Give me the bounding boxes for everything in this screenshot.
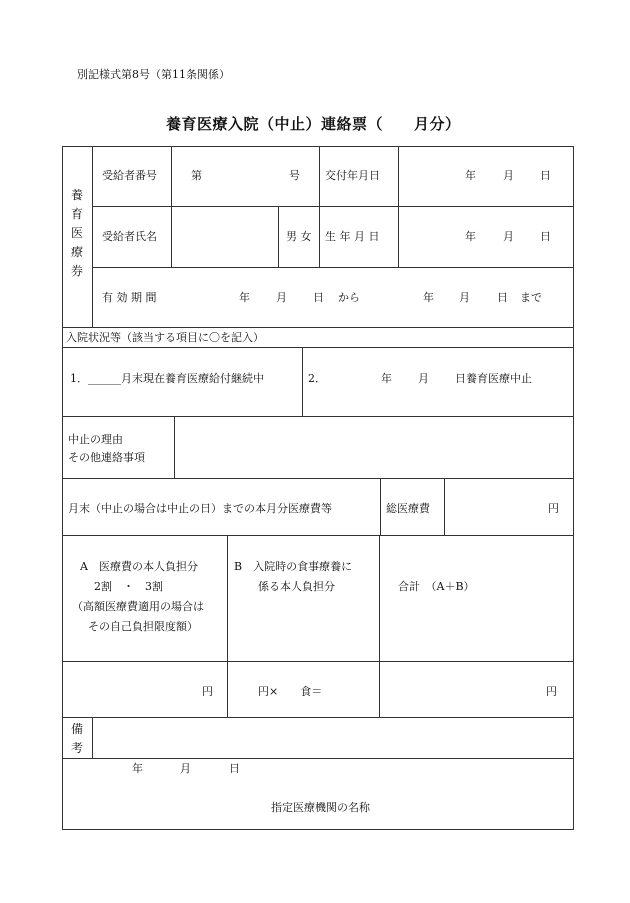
footer-year: 年 [132, 762, 143, 775]
validity-month1: 月 [276, 291, 287, 304]
issue-date-label: 交付年月日 [325, 169, 380, 182]
section-b-subtitle: 係る本人負担分 [258, 580, 335, 593]
recipient-number-prefix: 第 [191, 169, 202, 182]
amount-sum-yen: 円 [546, 685, 557, 698]
amount-a-yen: 円 [202, 685, 213, 698]
section-b-title: B 入院時の食事療養に [234, 560, 353, 573]
total-medical-cost-label: 総医療費 [386, 502, 430, 515]
birth-date-day: 日 [540, 230, 551, 243]
validity-day2: 日 [497, 291, 508, 304]
admission-option-1: 1．______月末現在養育医療給付継続中 [70, 372, 264, 385]
remarks-label: 備 考 [70, 722, 83, 755]
amount-b-formula: 円× 食＝ [258, 685, 323, 698]
form-title: 養育医療入院（中止）連絡票（ 月分） [166, 115, 461, 133]
birth-date-label: 生 年 月 日 [325, 230, 380, 243]
section-a-ratio: 2割 ・ 3割 [94, 580, 163, 593]
validity-until: まで [520, 291, 542, 304]
total-medical-cost-yen: 円 [548, 502, 559, 515]
footer-day: 日 [229, 762, 240, 775]
medical-ticket-section-label: 養 育 医 療 券 [70, 188, 83, 278]
birth-date-year: 年 [465, 230, 476, 243]
validity-year2: 年 [423, 291, 434, 304]
admission-status-header: 入院状況等（該当する項目に〇を記入） [66, 331, 264, 344]
issue-date-day: 日 [540, 169, 551, 182]
section-a-note-line2: その自己負担限度額） [88, 620, 198, 633]
medical-institution-name-label: 指定医療機関の名称 [271, 801, 370, 814]
admission-option-2-year: 年 [381, 372, 392, 385]
validity-label: 有 効 期 間 [102, 291, 157, 304]
recipient-number-label: 受給者番号 [102, 169, 157, 182]
validity-from: から [338, 291, 360, 304]
birth-date-month: 月 [503, 230, 514, 243]
admission-option-2-text: 日養育医療中止 [455, 372, 532, 385]
recipient-sex: 男 女 [286, 230, 312, 243]
recipient-number-suffix: 号 [289, 169, 300, 182]
validity-day1: 日 [313, 291, 324, 304]
footer-month: 月 [180, 762, 191, 775]
validity-year1: 年 [239, 291, 250, 304]
monthly-cost-label: 月末（中止の場合は中止の日）までの本月分医療費等 [68, 502, 332, 515]
recipient-name-label: 受給者氏名 [102, 230, 157, 243]
issue-date-month: 月 [503, 169, 514, 182]
validity-month2: 月 [459, 291, 470, 304]
reason-label-line1: 中止の理由 [68, 433, 123, 446]
issue-date-year: 年 [465, 169, 476, 182]
admission-option-2-number: 2． [308, 372, 326, 385]
section-a-note-line1: （高額医療費適用の場合は [72, 600, 204, 613]
sum-label: 合計 （A＋B） [398, 580, 475, 593]
form-header-note: 別記様式第8号（第11条関係） [77, 68, 230, 81]
reason-label-line2: その他連絡事項 [68, 451, 145, 464]
section-a-title: A 医療費の本人負担分 [80, 560, 198, 573]
admission-option-2-month: 月 [418, 372, 429, 385]
